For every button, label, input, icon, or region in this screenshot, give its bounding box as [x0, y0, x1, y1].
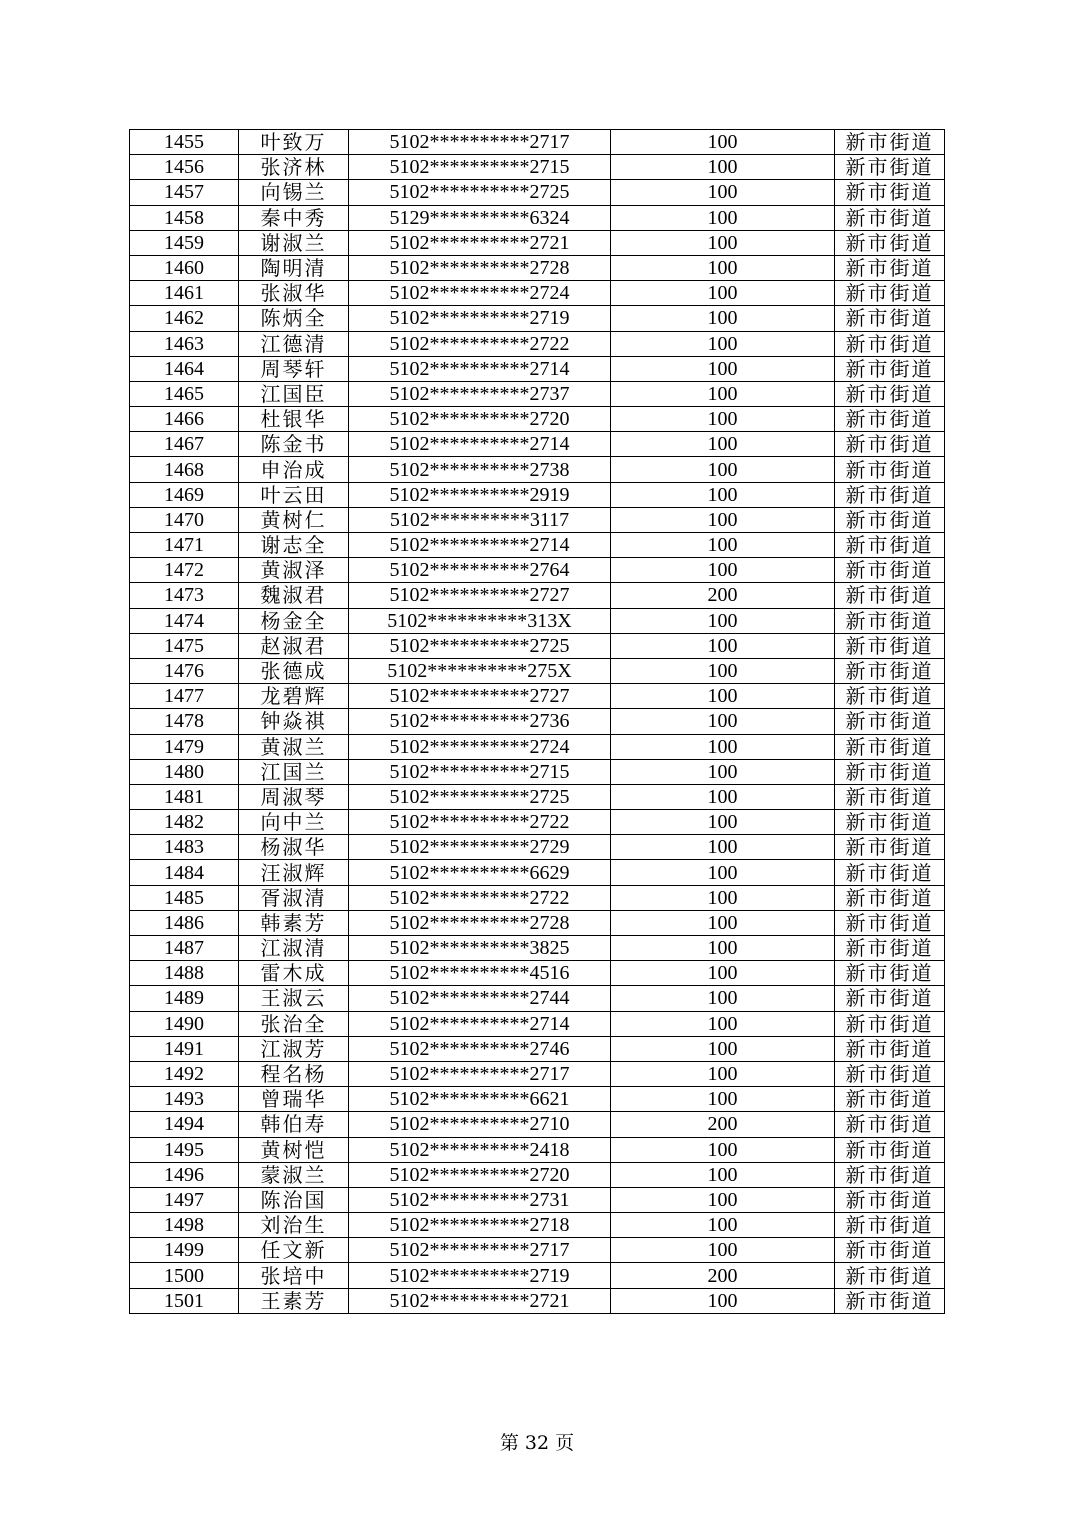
amount-cell: 200	[611, 583, 835, 608]
row-number-cell: 1496	[130, 1162, 239, 1187]
row-number-cell: 1488	[130, 961, 239, 986]
table-row	[130, 1263, 945, 1288]
name-cell: 陶明清	[239, 255, 349, 280]
row-number-cell: 1500	[130, 1263, 239, 1288]
id-number-cell: 5102**********2721	[349, 1288, 611, 1313]
id-number-cell: 5102**********2418	[349, 1137, 611, 1162]
row-number-cell: 1481	[130, 784, 239, 809]
amount-cell: 100	[611, 784, 835, 809]
table-row	[130, 1213, 945, 1238]
id-number-cell: 5102**********2738	[349, 457, 611, 482]
subdistrict-cell: 新市街道	[835, 835, 945, 860]
id-number-cell: 5102**********2725	[349, 633, 611, 658]
amount-cell: 100	[611, 1011, 835, 1036]
amount-cell: 100	[611, 986, 835, 1011]
id-number-cell: 5102**********3117	[349, 507, 611, 532]
name-cell: 王素芳	[239, 1288, 349, 1313]
subdistrict-cell: 新市街道	[835, 407, 945, 432]
amount-cell: 100	[611, 684, 835, 709]
subdistrict-cell: 新市街道	[835, 658, 945, 683]
amount-cell: 100	[611, 533, 835, 558]
table-row	[130, 205, 945, 230]
subdistrict-cell: 新市街道	[835, 784, 945, 809]
amount-cell: 100	[611, 432, 835, 457]
name-cell: 黄树仁	[239, 507, 349, 532]
id-number-cell: 5102**********313X	[349, 608, 611, 633]
amount-cell: 100	[611, 130, 835, 155]
row-number-cell: 1466	[130, 407, 239, 432]
row-number-cell: 1455	[130, 130, 239, 155]
row-number-cell: 1486	[130, 910, 239, 935]
amount-cell: 100	[611, 407, 835, 432]
row-number-cell: 1493	[130, 1087, 239, 1112]
row-number-cell: 1473	[130, 583, 239, 608]
name-cell: 张培中	[239, 1263, 349, 1288]
roster-sheet	[129, 129, 944, 1314]
table-row	[130, 1238, 945, 1263]
name-cell: 秦中秀	[239, 205, 349, 230]
table-row	[130, 608, 945, 633]
amount-cell: 100	[611, 1213, 835, 1238]
row-number-cell: 1460	[130, 255, 239, 280]
id-number-cell: 5102**********2727	[349, 583, 611, 608]
subdistrict-cell: 新市街道	[835, 633, 945, 658]
table-row	[130, 155, 945, 180]
table-row	[130, 306, 945, 331]
table-row	[130, 1011, 945, 1036]
subdistrict-cell: 新市街道	[835, 356, 945, 381]
table-row	[130, 734, 945, 759]
row-number-cell: 1484	[130, 860, 239, 885]
amount-cell: 100	[611, 860, 835, 885]
row-number-cell: 1456	[130, 155, 239, 180]
subdistrict-cell: 新市街道	[835, 961, 945, 986]
row-number-cell: 1479	[130, 734, 239, 759]
name-cell: 程名杨	[239, 1061, 349, 1086]
subdistrict-cell: 新市街道	[835, 1087, 945, 1112]
table-row	[130, 810, 945, 835]
row-number-cell: 1471	[130, 533, 239, 558]
id-number-cell: 5102**********2717	[349, 1061, 611, 1086]
subdistrict-cell: 新市街道	[835, 608, 945, 633]
name-cell: 杨金全	[239, 608, 349, 633]
table-row	[130, 1036, 945, 1061]
table-row	[130, 1137, 945, 1162]
subdistrict-cell: 新市街道	[835, 910, 945, 935]
name-cell: 叶致万	[239, 130, 349, 155]
id-number-cell: 5102**********2714	[349, 356, 611, 381]
amount-cell: 200	[611, 1112, 835, 1137]
name-cell: 谢淑兰	[239, 230, 349, 255]
subdistrict-cell: 新市街道	[835, 306, 945, 331]
row-number-cell: 1489	[130, 986, 239, 1011]
subdistrict-cell: 新市街道	[835, 205, 945, 230]
table-row	[130, 558, 945, 583]
id-number-cell: 5102**********2715	[349, 155, 611, 180]
amount-cell: 100	[611, 356, 835, 381]
id-number-cell: 5102**********2715	[349, 759, 611, 784]
subdistrict-cell: 新市街道	[835, 130, 945, 155]
id-number-cell: 5102**********2719	[349, 1263, 611, 1288]
subdistrict-cell: 新市街道	[835, 281, 945, 306]
table-row	[130, 1187, 945, 1212]
row-number-cell: 1487	[130, 936, 239, 961]
id-number-cell: 5102**********2710	[349, 1112, 611, 1137]
page-number: 第 32 页	[499, 1432, 575, 1454]
table-row	[130, 255, 945, 280]
name-cell: 江淑芳	[239, 1036, 349, 1061]
row-number-cell: 1464	[130, 356, 239, 381]
id-number-cell: 5102**********2718	[349, 1213, 611, 1238]
row-number-cell: 1485	[130, 885, 239, 910]
name-cell: 谢志全	[239, 533, 349, 558]
row-number-cell: 1476	[130, 658, 239, 683]
id-number-cell: 5102**********2722	[349, 885, 611, 910]
subdistrict-cell: 新市街道	[835, 533, 945, 558]
table-row	[130, 482, 945, 507]
id-number-cell: 5102**********2919	[349, 482, 611, 507]
table-row	[130, 835, 945, 860]
id-number-cell: 5102**********2764	[349, 558, 611, 583]
subdistrict-cell: 新市街道	[835, 432, 945, 457]
name-cell: 周淑琴	[239, 784, 349, 809]
row-number-cell: 1458	[130, 205, 239, 230]
subdistrict-cell: 新市街道	[835, 986, 945, 1011]
name-cell: 赵淑君	[239, 633, 349, 658]
table-row	[130, 784, 945, 809]
name-cell: 江淑清	[239, 936, 349, 961]
roster-table-body	[130, 130, 945, 1314]
subdistrict-cell: 新市街道	[835, 507, 945, 532]
row-number-cell: 1461	[130, 281, 239, 306]
id-number-cell: 5102**********4516	[349, 961, 611, 986]
subdistrict-cell: 新市街道	[835, 255, 945, 280]
subdistrict-cell: 新市街道	[835, 1238, 945, 1263]
amount-cell: 100	[611, 759, 835, 784]
subdistrict-cell: 新市街道	[835, 1213, 945, 1238]
id-number-cell: 5102**********6629	[349, 860, 611, 885]
name-cell: 钟焱祺	[239, 709, 349, 734]
amount-cell: 100	[611, 835, 835, 860]
subdistrict-cell: 新市街道	[835, 759, 945, 784]
name-cell: 刘治生	[239, 1213, 349, 1238]
amount-cell: 100	[611, 1238, 835, 1263]
row-number-cell: 1457	[130, 180, 239, 205]
id-number-cell: 5102**********2728	[349, 255, 611, 280]
id-number-cell: 5129**********6324	[349, 205, 611, 230]
amount-cell: 100	[611, 810, 835, 835]
id-number-cell: 5102**********2720	[349, 1162, 611, 1187]
amount-cell: 100	[611, 205, 835, 230]
subdistrict-cell: 新市街道	[835, 810, 945, 835]
subdistrict-cell: 新市街道	[835, 381, 945, 406]
roster-table	[129, 129, 945, 1314]
name-cell: 韩伯寿	[239, 1112, 349, 1137]
table-row	[130, 961, 945, 986]
id-number-cell: 5102**********2725	[349, 784, 611, 809]
name-cell: 王淑云	[239, 986, 349, 1011]
name-cell: 陈治国	[239, 1187, 349, 1212]
subdistrict-cell: 新市街道	[835, 155, 945, 180]
row-number-cell: 1492	[130, 1061, 239, 1086]
row-number-cell: 1468	[130, 457, 239, 482]
row-number-cell: 1490	[130, 1011, 239, 1036]
id-number-cell: 5102**********2717	[349, 1238, 611, 1263]
row-number-cell: 1469	[130, 482, 239, 507]
name-cell: 黄淑泽	[239, 558, 349, 583]
table-row	[130, 1162, 945, 1187]
row-number-cell: 1470	[130, 507, 239, 532]
name-cell: 江国臣	[239, 381, 349, 406]
name-cell: 杜银华	[239, 407, 349, 432]
name-cell: 申治成	[239, 457, 349, 482]
amount-cell: 100	[611, 910, 835, 935]
row-number-cell: 1482	[130, 810, 239, 835]
id-number-cell: 5102**********2722	[349, 810, 611, 835]
subdistrict-cell: 新市街道	[835, 230, 945, 255]
name-cell: 任文新	[239, 1238, 349, 1263]
subdistrict-cell: 新市街道	[835, 1288, 945, 1313]
amount-cell: 100	[611, 180, 835, 205]
row-number-cell: 1463	[130, 331, 239, 356]
row-number-cell: 1472	[130, 558, 239, 583]
amount-cell: 100	[611, 1087, 835, 1112]
name-cell: 曾瑞华	[239, 1087, 349, 1112]
table-row	[130, 986, 945, 1011]
name-cell: 周琴轩	[239, 356, 349, 381]
row-number-cell: 1474	[130, 608, 239, 633]
row-number-cell: 1475	[130, 633, 239, 658]
table-row	[130, 1087, 945, 1112]
subdistrict-cell: 新市街道	[835, 1011, 945, 1036]
table-row	[130, 281, 945, 306]
id-number-cell: 5102**********2724	[349, 734, 611, 759]
name-cell: 黄树恺	[239, 1137, 349, 1162]
row-number-cell: 1494	[130, 1112, 239, 1137]
name-cell: 陈金书	[239, 432, 349, 457]
name-cell: 魏淑君	[239, 583, 349, 608]
amount-cell: 100	[611, 1137, 835, 1162]
table-row	[130, 709, 945, 734]
id-number-cell: 5102**********2714	[349, 533, 611, 558]
name-cell: 江国兰	[239, 759, 349, 784]
id-number-cell: 5102**********2736	[349, 709, 611, 734]
table-row	[130, 533, 945, 558]
id-number-cell: 5102**********2731	[349, 1187, 611, 1212]
id-number-cell: 5102**********2717	[349, 130, 611, 155]
amount-cell: 100	[611, 482, 835, 507]
row-number-cell: 1465	[130, 381, 239, 406]
id-number-cell: 5102**********2727	[349, 684, 611, 709]
amount-cell: 100	[611, 281, 835, 306]
name-cell: 黄淑兰	[239, 734, 349, 759]
row-number-cell: 1498	[130, 1213, 239, 1238]
id-number-cell: 5102**********3825	[349, 936, 611, 961]
table-row	[130, 457, 945, 482]
subdistrict-cell: 新市街道	[835, 936, 945, 961]
id-number-cell: 5102**********6621	[349, 1087, 611, 1112]
name-cell: 向中兰	[239, 810, 349, 835]
name-cell: 龙碧辉	[239, 684, 349, 709]
name-cell: 雷木成	[239, 961, 349, 986]
table-row	[130, 381, 945, 406]
subdistrict-cell: 新市街道	[835, 558, 945, 583]
subdistrict-cell: 新市街道	[835, 1263, 945, 1288]
subdistrict-cell: 新市街道	[835, 684, 945, 709]
amount-cell: 100	[611, 230, 835, 255]
subdistrict-cell: 新市街道	[835, 583, 945, 608]
subdistrict-cell: 新市街道	[835, 885, 945, 910]
table-row	[130, 130, 945, 155]
amount-cell: 100	[611, 1036, 835, 1061]
id-number-cell: 5102**********2724	[349, 281, 611, 306]
name-cell: 张淑华	[239, 281, 349, 306]
amount-cell: 100	[611, 331, 835, 356]
row-number-cell: 1459	[130, 230, 239, 255]
name-cell: 向锡兰	[239, 180, 349, 205]
subdistrict-cell: 新市街道	[835, 1187, 945, 1212]
table-row	[130, 230, 945, 255]
row-number-cell: 1478	[130, 709, 239, 734]
row-number-cell: 1501	[130, 1288, 239, 1313]
table-row	[130, 583, 945, 608]
subdistrict-cell: 新市街道	[835, 1036, 945, 1061]
amount-cell: 100	[611, 457, 835, 482]
subdistrict-cell: 新市街道	[835, 1162, 945, 1187]
table-row	[130, 432, 945, 457]
row-number-cell: 1477	[130, 684, 239, 709]
id-number-cell: 5102**********2729	[349, 835, 611, 860]
table-row	[130, 633, 945, 658]
amount-cell: 100	[611, 381, 835, 406]
amount-cell: 100	[611, 1061, 835, 1086]
table-row	[130, 1061, 945, 1086]
subdistrict-cell: 新市街道	[835, 709, 945, 734]
name-cell: 汪淑辉	[239, 860, 349, 885]
amount-cell: 100	[611, 507, 835, 532]
id-number-cell: 5102**********2725	[349, 180, 611, 205]
table-row	[130, 356, 945, 381]
amount-cell: 100	[611, 558, 835, 583]
subdistrict-cell: 新市街道	[835, 457, 945, 482]
amount-cell: 100	[611, 255, 835, 280]
id-number-cell: 5102**********2714	[349, 432, 611, 457]
table-row	[130, 180, 945, 205]
table-row	[130, 885, 945, 910]
table-row	[130, 860, 945, 885]
subdistrict-cell: 新市街道	[835, 1137, 945, 1162]
id-number-cell: 5102**********2720	[349, 407, 611, 432]
name-cell: 胥淑清	[239, 885, 349, 910]
row-number-cell: 1495	[130, 1137, 239, 1162]
table-row	[130, 684, 945, 709]
name-cell: 蒙淑兰	[239, 1162, 349, 1187]
id-number-cell: 5102**********2721	[349, 230, 611, 255]
table-row	[130, 331, 945, 356]
table-row	[130, 658, 945, 683]
subdistrict-cell: 新市街道	[835, 1061, 945, 1086]
subdistrict-cell: 新市街道	[835, 860, 945, 885]
amount-cell: 100	[611, 658, 835, 683]
name-cell: 杨淑华	[239, 835, 349, 860]
amount-cell: 100	[611, 885, 835, 910]
row-number-cell: 1497	[130, 1187, 239, 1212]
table-row	[130, 407, 945, 432]
amount-cell: 100	[611, 734, 835, 759]
amount-cell: 100	[611, 961, 835, 986]
subdistrict-cell: 新市街道	[835, 331, 945, 356]
table-row	[130, 936, 945, 961]
amount-cell: 100	[611, 1187, 835, 1212]
amount-cell: 100	[611, 709, 835, 734]
table-row	[130, 1112, 945, 1137]
row-number-cell: 1480	[130, 759, 239, 784]
id-number-cell: 5102**********2714	[349, 1011, 611, 1036]
table-row	[130, 1288, 945, 1313]
id-number-cell: 5102**********2737	[349, 381, 611, 406]
row-number-cell: 1467	[130, 432, 239, 457]
name-cell: 陈炳全	[239, 306, 349, 331]
amount-cell: 100	[611, 608, 835, 633]
name-cell: 叶云田	[239, 482, 349, 507]
table-row	[130, 507, 945, 532]
subdistrict-cell: 新市街道	[835, 734, 945, 759]
name-cell: 韩素芳	[239, 910, 349, 935]
name-cell: 江德清	[239, 331, 349, 356]
id-number-cell: 5102**********2746	[349, 1036, 611, 1061]
row-number-cell: 1491	[130, 1036, 239, 1061]
amount-cell: 100	[611, 306, 835, 331]
row-number-cell: 1483	[130, 835, 239, 860]
id-number-cell: 5102**********2728	[349, 910, 611, 935]
amount-cell: 200	[611, 1263, 835, 1288]
row-number-cell: 1499	[130, 1238, 239, 1263]
table-row	[130, 910, 945, 935]
id-number-cell: 5102**********275X	[349, 658, 611, 683]
table-row	[130, 759, 945, 784]
subdistrict-cell: 新市街道	[835, 180, 945, 205]
subdistrict-cell: 新市街道	[835, 1112, 945, 1137]
amount-cell: 100	[611, 155, 835, 180]
id-number-cell: 5102**********2744	[349, 986, 611, 1011]
id-number-cell: 5102**********2722	[349, 331, 611, 356]
name-cell: 张济林	[239, 155, 349, 180]
amount-cell: 100	[611, 1162, 835, 1187]
amount-cell: 100	[611, 1288, 835, 1313]
id-number-cell: 5102**********2719	[349, 306, 611, 331]
amount-cell: 100	[611, 633, 835, 658]
subdistrict-cell: 新市街道	[835, 482, 945, 507]
name-cell: 张德成	[239, 658, 349, 683]
amount-cell: 100	[611, 936, 835, 961]
row-number-cell: 1462	[130, 306, 239, 331]
name-cell: 张治全	[239, 1011, 349, 1036]
